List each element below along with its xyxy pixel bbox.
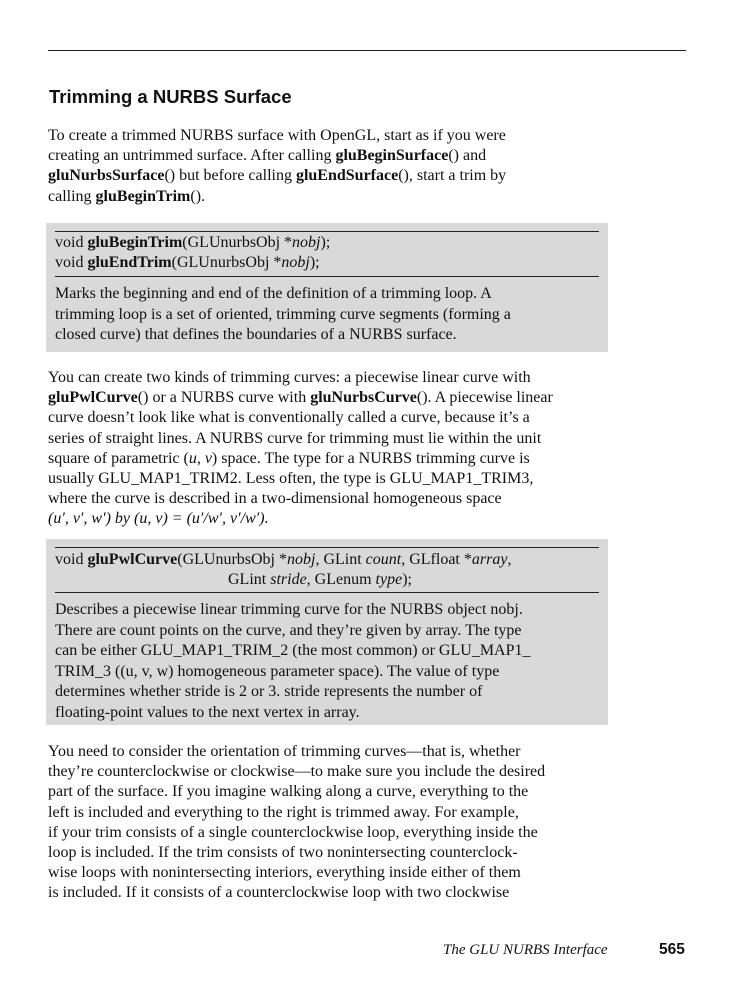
fn-glubeginsurface: gluBeginSurface — [335, 147, 449, 165]
box1-rule-mid — [55, 276, 599, 277]
fn-glubegintrim: gluBeginTrim — [95, 187, 191, 205]
section-title: Trimming a NURBS Surface — [49, 86, 292, 107]
orientation-paragraph: You need to consider the orientation of trimming curves—that is, whether they’re counterclockwise or clockwise—to make sure you include the desired part of the surface. If you imagine walking along a curve, everything to the left is included and everything to the right is trimmed away. For example, if your trim consists of a single counterclockwise loop, everything inside the loop is included. If the trim consists of two nonintersecting counterclock- wise loops with nonintersecting interiors, everything inside either of them is included. If it consists of a counterclockwise loop with two clockwise — [48, 743, 546, 902]
para1-line3: gluNurbsSurface() but before calling gluEndSurface(), start a trim by — [48, 167, 507, 185]
intro-paragraph — [48, 126, 608, 207]
fn-glunurbscurve: gluNurbsCurve — [310, 389, 417, 407]
box1-rule-top — [55, 231, 599, 232]
fn-gluendsurface: gluEndSurface — [295, 167, 399, 185]
signature-glupwlcurve: void gluPwlCurve(GLUnurbsObj *nobj, GLint count, GLfloat *array, — [55, 551, 512, 568]
trimming-curves-paragraph: You can create two kinds of trimming curves: a piecewise linear curve with gluPwlCurve() or a NURBS curve with gluNurbsCurve(). A piecewise linear curve doesn’t look like what is conventionally called a curve, because it’s a series of straight lines. A NURBS curve for trimming must lie within the unit square of parametric (u, v) space. The type for a NURBS trimming curve is usually GLU_MAP1_TRIM2. Less often, the type is GLU_MAP1_TRIM3, where the curve is described in a two-dimensional homogeneous space (u′, v′, w′) by (u, v) = (u′/w′, v′/w′). — [48, 368, 608, 530]
box2-description: Describes a piecewise linear trimming curve for the NURBS object nobj. There are count points on the curve, and they’re given by array. The type can be either GLU_MAP1_TRIM_2 (the most common) or GLU_MAP1_ TRIM_3 ((u, v, w) homogeneous parameter space). The value of type determines whether stride is 2 or 3. stride represents the number of floating-point values to the next vertex in array. — [55, 601, 531, 721]
para1-line2: creating an untrimmed surface. After calling gluBeginSurface() and — [48, 147, 487, 165]
box1-description: Marks the beginning and end of the definition of a trimming loop. A trimming loop is a set of oriented, trimming curve segments (forming a closed curve) that defines the boundaries of a NURBS surface. — [55, 285, 511, 344]
box2-rule-top — [55, 547, 599, 548]
running-footer-title: The GLU NURBS Interface — [443, 942, 608, 958]
top-rule — [48, 50, 686, 51]
function-box-trim — [46, 223, 608, 352]
signature-glubegintrim: void gluBeginTrim(GLUnurbsObj *nobj); — [55, 234, 331, 251]
box2-rule-mid — [55, 592, 599, 593]
para1-line4: calling gluBeginTrim(). — [48, 187, 206, 205]
page-number: 565 — [659, 941, 685, 958]
function-box-pwlcurve — [46, 539, 608, 725]
para1-line1: To create a trimmed NURBS surface with OpenGL, start as if you were — [48, 127, 506, 144]
homogeneous-formula: (u′, v′, w′) by (u, v) = (u′/w′, v′/w′). — [48, 510, 269, 528]
signature-gluendtrim: void gluEndTrim(GLUnurbsObj *nobj); — [55, 254, 320, 271]
fn-glupwlcurve: gluPwlCurve — [48, 389, 138, 407]
signature-glupwlcurve-cont: GLint stride, GLenum type); — [228, 571, 412, 588]
fn-glunurbssurface: gluNurbsSurface — [48, 167, 165, 185]
